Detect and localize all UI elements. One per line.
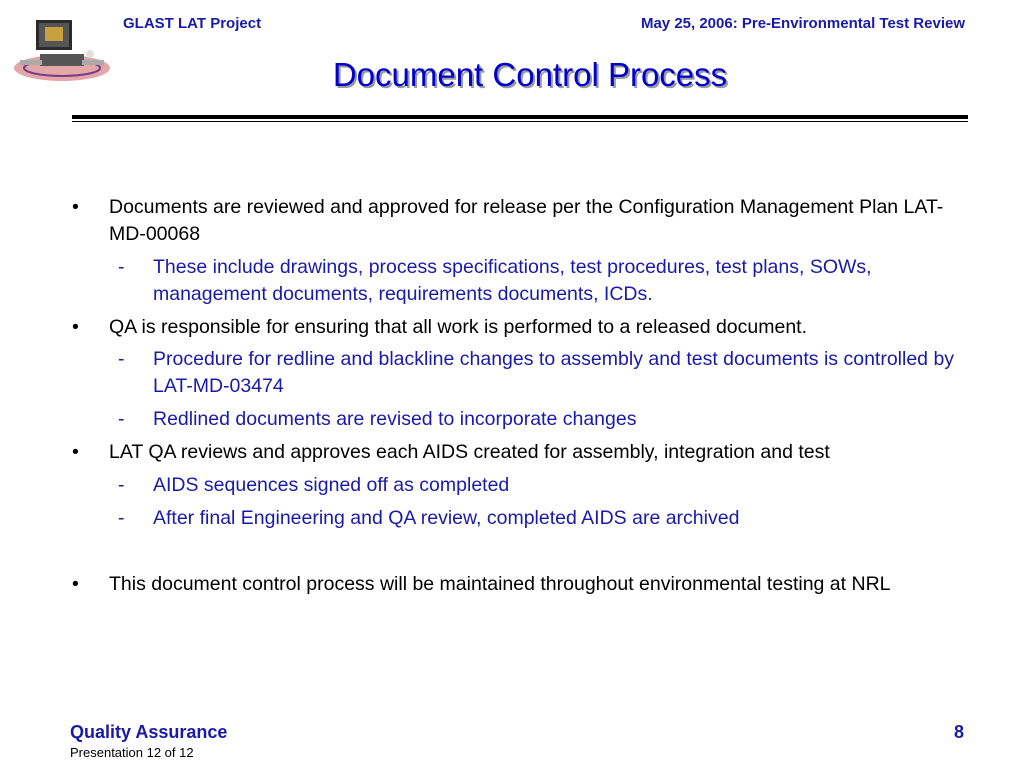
bullet-marker: • — [72, 316, 79, 338]
sub-bullet-text: These include drawings, process specifications, test procedures, test plans, SOWs, management documents, requirements documents, ICDs. — [153, 256, 872, 305]
footer-section: Quality Assurance — [70, 722, 228, 742]
sub-bullet-text: Redlined documents are revised to incorporate changes — [153, 408, 637, 430]
title-divider-thick — [72, 115, 968, 119]
bullet-text: This document control process will be maintained throughout environmental testing at NRL — [109, 573, 891, 595]
bullet-item — [72, 571, 972, 598]
sub-bullet-item — [116, 472, 976, 499]
bullet-item — [72, 314, 972, 341]
bullet-text: QA is responsible for ensuring that all work is performed to a released document. — [109, 316, 808, 338]
bullet-marker: • — [72, 196, 79, 218]
footer-presentation: Presentation 12 of 12 — [70, 745, 194, 760]
sub-bullet-item — [116, 505, 976, 532]
page-number: 8 — [953, 722, 964, 742]
sub-bullet-item — [116, 406, 976, 433]
page-title: Document Control Process — [332, 56, 728, 93]
title-divider-thin — [72, 121, 968, 122]
bullet-text: Documents are reviewed and approved for release per the Configuration Management Plan LAT-MD-00068 — [109, 196, 944, 245]
sub-bullet-text: After final Engineering and QA review, completed AIDS are archived — [153, 507, 740, 529]
sub-bullet-text: AIDS sequences signed off as completed — [153, 474, 510, 496]
sub-bullet-item — [116, 254, 976, 308]
review-date: May 25, 2006: Pre-Environmental Test Review — [640, 15, 965, 32]
sub-bullet-marker: - — [118, 507, 125, 529]
sub-bullet-item — [116, 346, 976, 400]
bullet-item — [72, 194, 972, 248]
sub-bullet-marker: - — [118, 256, 125, 278]
sub-bullet-marker: - — [118, 408, 125, 430]
project-name: GLAST LAT Project — [123, 15, 262, 32]
bullet-item — [72, 439, 972, 466]
bullet-marker: • — [72, 573, 79, 595]
sub-bullet-text: Procedure for redline and blackline changes to assembly and test documents is controlled by LAT-MD-03474 — [153, 348, 955, 397]
bullet-marker: • — [72, 441, 79, 463]
sub-bullet-marker: - — [118, 348, 125, 370]
bullet-text: LAT QA reviews and approves each AIDS created for assembly, integration and test — [109, 441, 830, 463]
sub-bullet-marker: - — [118, 474, 125, 496]
